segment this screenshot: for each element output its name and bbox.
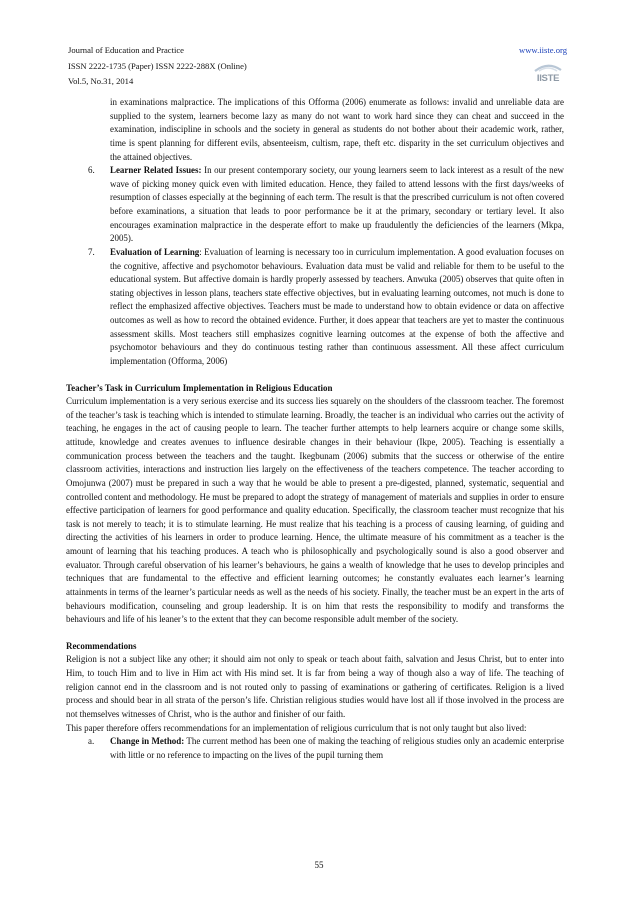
list-item-5-continuation: in examinations malpractice. The implications of this Offorma (2006) enumerate as follows: invalid and unreliable data are supplied to the system, learners become lazy as many do not want to work hard since they can cheat and succeed in the examination, indiscipline in schools and the society in general as students do not bother about their academic work, rather, time is spent planning for different evils, absenteeism, cultism, rape, theft etc. disparity in the set curriculum objectives and the attained objectives. (110, 97, 564, 162)
item-text: In our present contemporary society, our young learners seem to lack interest as a result of the new wave of picking money quick even with limited education. Hence, they failed to attend lessons with the first days/weeks of resumption of classes especially at the beginning of each term. The result is that the prescribed curriculum is not often covered before examinations, a situation that leads to poor performance be it at the primary, secondary or tertiary level. It also encourages examination malpractice in the desperate effort to make up fraudulently the deficiencies of the learners (Mkpa, 2005). (110, 165, 564, 244)
spacer (78, 627, 564, 640)
section-heading: Recommendations (66, 640, 137, 651)
page-number: 55 (314, 860, 324, 870)
list-item-a (88, 735, 564, 762)
article-body (66, 96, 564, 762)
item-title: Learner Related Issues: (110, 165, 202, 176)
svg-text:IISTE: IISTE (536, 73, 560, 82)
section-teachers-task (66, 382, 564, 627)
recommendations-intro: This paper therefore offers recommendations for an implementation of religious curriculum that is not only taught but also lived: (66, 722, 527, 733)
volume-line: Vol.5, No.31, 2014 (68, 76, 134, 86)
list-number: 7. (88, 246, 95, 257)
issn-line: ISSN 2222-1735 (Paper) ISSN 2222-288X (Online) (68, 60, 247, 71)
spacer (78, 369, 564, 382)
list-number: 6. (88, 165, 95, 176)
list-item-7 (88, 246, 564, 369)
journal-title: Journal of Education and Practice (68, 45, 184, 55)
item-text: : Evaluation of learning is necessary too in curriculum implementation. A good evaluation focuses on the cognitive, affective and psychomotor behaviours. Evaluation data must be valid and reliable for them to be useful to the educational system. But affective domain is hardly properly assessed by teachers. Anwuka (2005) observes that quite often in stating objectives in lesson plans, teachers state effective objectives, but in evaluating learning outcomes, not much is done to reflect the emphasized affective objectives. Teachers must be made to understand how to obtain evidence or data on affective outcomes as well as how to record the obtained evidence. Further, it does appear that teachers are yet to master the continuous assessment skills. Most teachers still emphasizes cognitive learning outcomes at the expense of both the affective and psychomotor behaviours and they do continuous testing rather than continuous assessment. All these affect curriculum implementation (Offorma, 2006) (110, 246, 564, 366)
section-paragraph: Religion is not a subject like any other; it should aim not only to speak or teach about faith, salvation and Jesus Christ, but to enter into Him, to touch Him and to live in Him act with His mind set. It is far from being a way of though also a way of life. The teaching of religion cannot end in the classroom and is not routed only to passing of examinations or gathering of certificates. Religion is a lived process and should bear in all strata of the person’s life. Christian religious studies would have lost all if those involved in the process are not themselves witnesses of Christ, who is the author and finisher of our faith. (66, 654, 564, 719)
iiste-logo (531, 62, 565, 82)
section-paragraph: Curriculum implementation is a very serious exercise and its success lies squarely on the shoulders of the classroom teacher. The foremost of the teacher’s task is teaching which is intended to stimulate learning. Broadly, the teacher is an individual who carries out the activity of teaching, he engages in the act of causing people to learn. The teacher further attempts to help learners acquire or change some skills, attitude, knowledge and creates avenues to influence desirable changes in their behaviour (Ikpe, 2005). Teaching is essentially a communication process between the teachers and the taught. Ikegbunam (2006) submits that the success or otherwise of the entire classroom activities, interactions and instruction lies largely on the effectiveness of the teachers competence. The teacher according to Omojunwa (2007) must be prepared in such a way that he would be able to present a pre-digested, planned, systematic, sequential and controlled content and methodology. He must be prepared to adopt the strategy of management of materials and supplies in order to ensure effective participation of learners for good performance and quality education. Specifically, the classroom teacher must recognize that his task is not merely to teach; it is to stimulate learning. He must realize that his teaching is a process of causing learning, of guiding and directing the activities of his learners in order to produce learning. Hence, the ultimate measure of his commitment as a teacher is the amount of learning that his teaching produces. A teach who is philosophically and psychologically sound is also a good observer and evaluator. Through careful observation of his learner’s behaviours, he gains a wealth of knowledge that he uses to develop principles and techniques that are fundamental to the effective and efficient learning outcomes; he constantly evaluates each learner’s learning attainments in terms of the learner’s particular needs as well as the needs of his society. Finally, the teacher must be an expert in the arts of behaviours modification, counseling and group leadership. It is on him that rests the responsibility to modify and transforms the behaviours and life of his leaner’s to the extent that they can become responsible adult member of the society. (66, 396, 564, 625)
journal-url-link[interactable]: www.iiste.org (519, 45, 567, 55)
item-title: Evaluation of Learning (110, 246, 200, 257)
list-letter: a. (88, 736, 95, 747)
section-heading: Teacher’s Task in Curriculum Implementation in Religious Education (66, 382, 333, 393)
page-header (68, 43, 573, 90)
list-item-6 (88, 164, 564, 246)
item-text: The current method has been one of making the teaching of religious studies only an academic enterprise with little or no reference to impacting on the lives of the pupil turning them (110, 736, 564, 760)
section-recommendations (66, 640, 564, 722)
item-title: Change in Method: (110, 736, 185, 747)
